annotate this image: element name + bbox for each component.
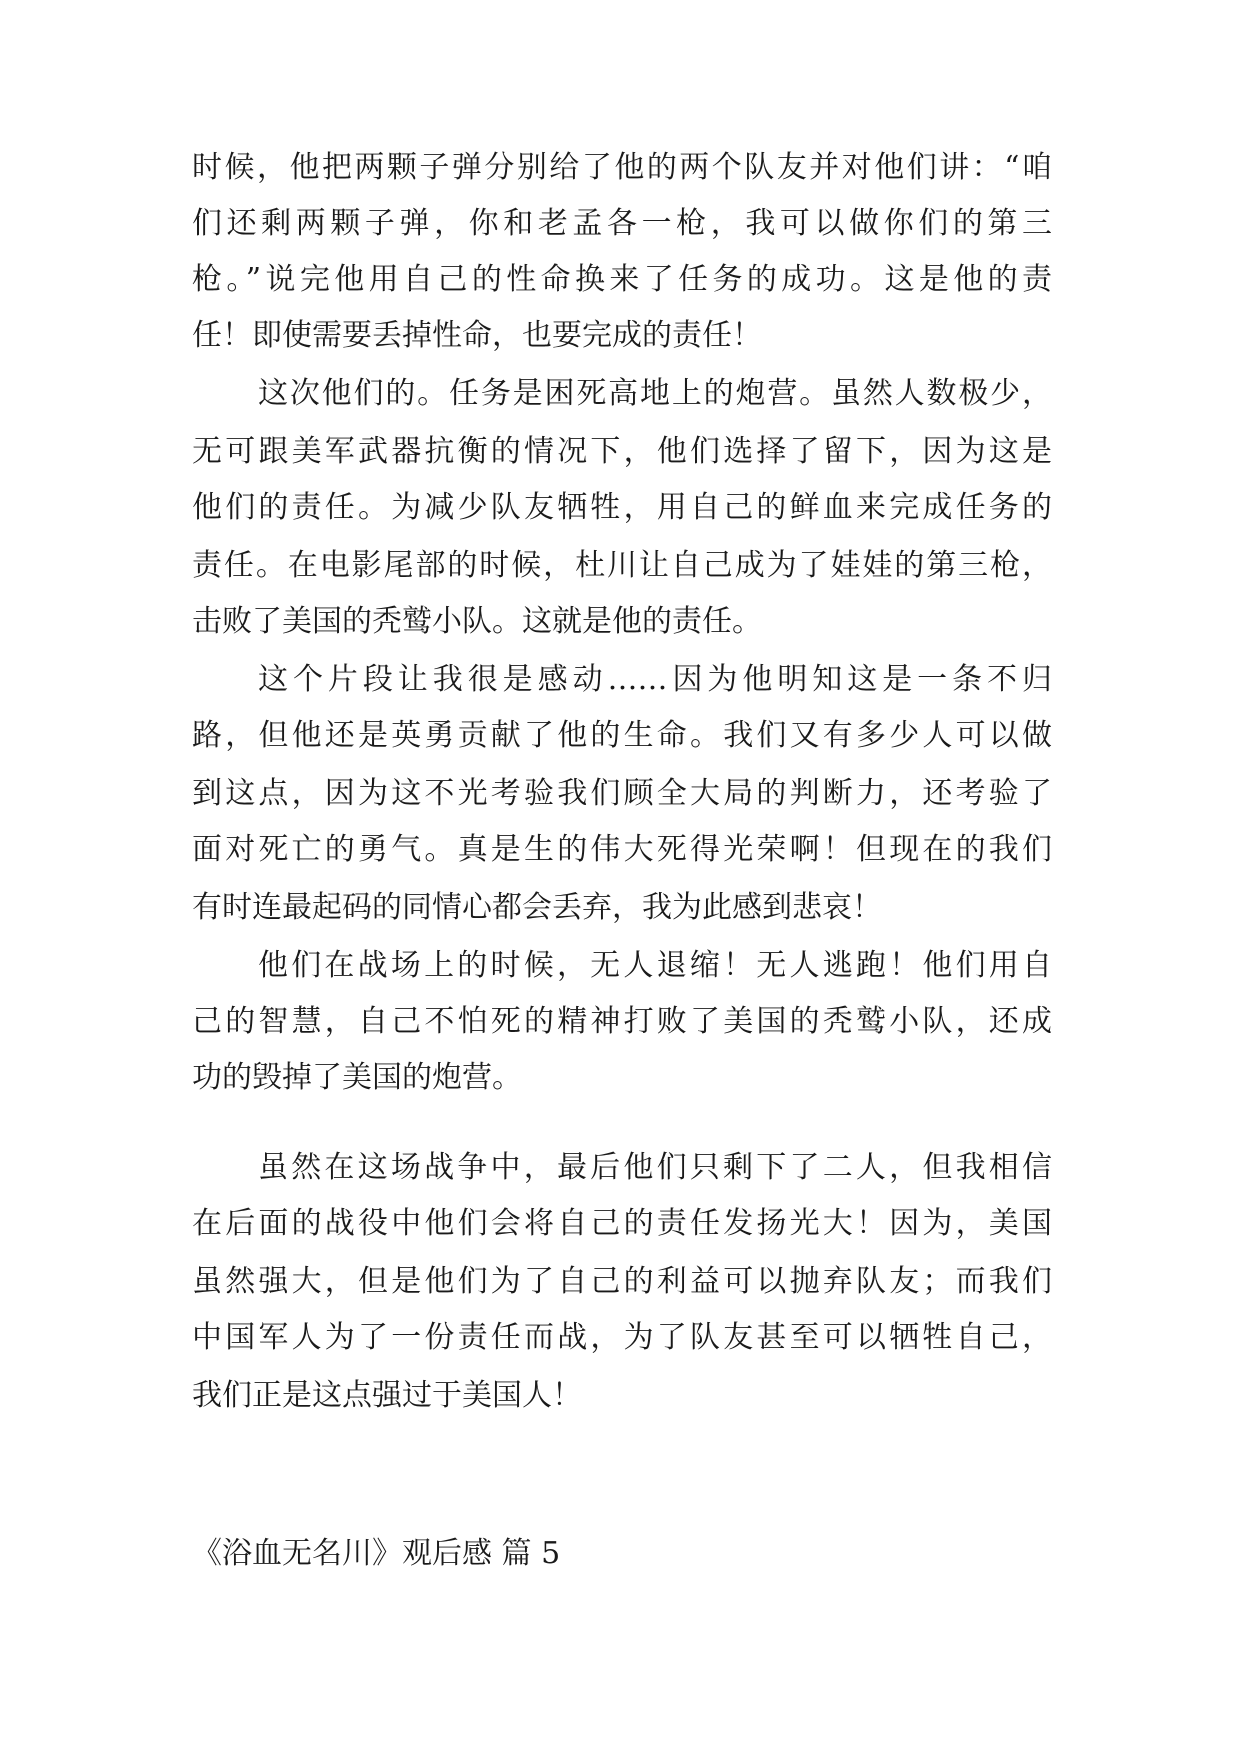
paragraph-2-line-4: 责任。在电影尾部的时候，杜川让自己成为了娃娃的第三枪， [192, 548, 1052, 583]
paragraph-2-line-1: 这次他们的。任务是困死高地上的炮营。虽然人数极少， [258, 376, 1052, 411]
paragraph-2-line-5: 击败了美国的秃鹫小队。这就是他的责任。 [192, 604, 762, 639]
paragraph-2-line-2: 无可跟美军武器抗衡的情况下，他们选择了留下，因为这是 [192, 434, 1052, 469]
paragraph-1-line-2: 们还剩两颗子弹，你和老孟各一枪，我可以做你们的第三 [192, 206, 1052, 241]
paragraph-3-line-1: 这个片段让我很是感动……因为他明知这是一条不归 [258, 662, 1052, 697]
paragraph-5-line-4: 中国军人为了一份责任而战，为了队友甚至可以牺牲自己， [192, 1320, 1052, 1355]
paragraph-5-line-2: 在后面的战役中他们会将自己的责任发扬光大！因为，美国 [192, 1206, 1052, 1241]
paragraph-2-line-3: 他们的责任。为减少队友牺牲，用自己的鲜血来完成任务的 [192, 490, 1052, 525]
paragraph-4-line-2: 己的智慧，自己不怕死的精神打败了美国的秃鹫小队，还成 [192, 1004, 1052, 1039]
paragraph-3-line-2: 路，但他还是英勇贡献了他的生命。我们又有多少人可以做 [192, 718, 1052, 753]
paragraph-5-line-3: 虽然强大，但是他们为了自己的利益可以抛弃队友；而我们 [192, 1264, 1052, 1299]
paragraph-1-line-4: 任！即使需要丢掉性命，也要完成的责任！ [192, 318, 762, 353]
paragraph-3-line-4: 面对死亡的勇气。真是生的伟大死得光荣啊！但现在的我们 [192, 832, 1052, 867]
paragraph-1-line-3: 枪。”说完他用自己的性命换来了任务的成功。这是他的责 [192, 262, 1052, 297]
paragraph-4-line-1: 他们在战场上的时候，无人退缩！无人逃跑！他们用自 [258, 948, 1052, 983]
paragraph-5-line-5: 我们正是这点强过于美国人！ [192, 1378, 582, 1413]
section-heading: 《浴血无名川》观后感 篇 5 [192, 1536, 561, 1571]
paragraph-3-line-5: 有时连最起码的同情心都会丢弃，我为此感到悲哀！ [192, 890, 882, 925]
paragraph-4-line-3: 功的毁掉了美国的炮营。 [192, 1060, 522, 1095]
paragraph-5-line-1: 虽然在这场战争中，最后他们只剩下了二人，但我相信 [258, 1150, 1052, 1185]
paragraph-3-line-3: 到这点，因为这不光考验我们顾全大局的判断力，还考验了 [192, 776, 1052, 811]
paragraph-1-line-1: 时候，他把两颗子弹分别给了他的两个队友并对他们讲：“咱 [192, 150, 1052, 185]
